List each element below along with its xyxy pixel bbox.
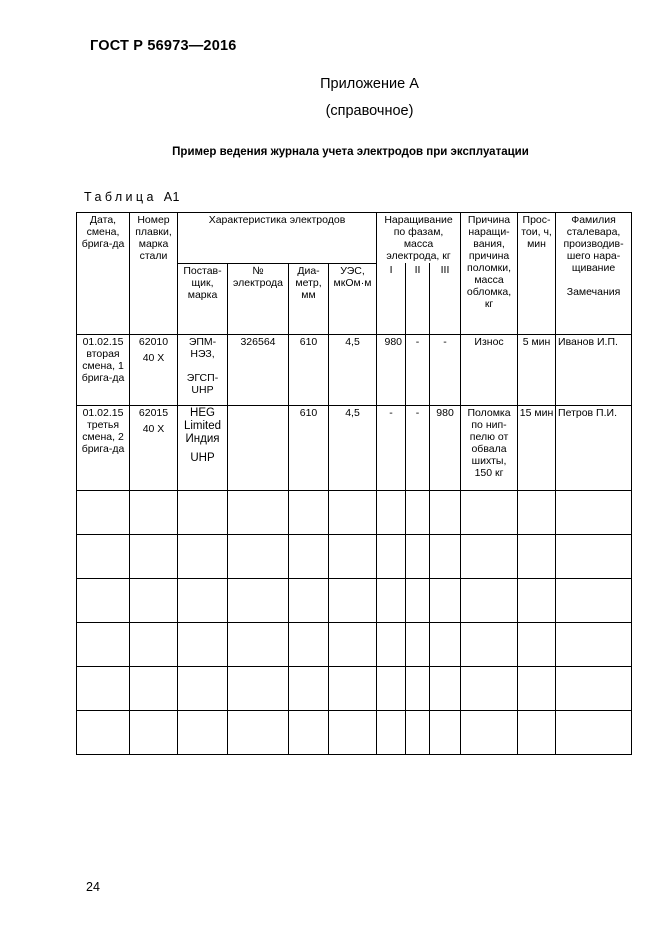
- cell-diameter: 610: [289, 405, 329, 490]
- empty-table-row: [77, 710, 632, 754]
- empty-cell: [178, 578, 228, 622]
- header-phase-1: I: [377, 263, 406, 334]
- empty-cell: [77, 578, 130, 622]
- cell-ues: 4,5: [329, 334, 377, 405]
- cell-grade: ЭГСП-UHP: [186, 371, 219, 396]
- header-ues: УЭС, мкОм·м: [329, 263, 377, 334]
- empty-cell: [518, 490, 556, 534]
- cell-date: 01.02.15 вторая смена, 1 брига-да: [77, 334, 130, 405]
- empty-table-row: [77, 534, 632, 578]
- cell-downtime: 5 мин: [518, 334, 556, 405]
- cell-steel: 40 Х: [142, 422, 165, 435]
- empty-cell: [430, 578, 461, 622]
- header-electrode-no: № электрода: [228, 263, 289, 334]
- empty-cell: [406, 622, 430, 666]
- empty-cell: [329, 534, 377, 578]
- cell-reason: Поломка по нип-пелю от обвала шихты, 150 кг: [461, 405, 518, 490]
- header-reason: Причина наращи-вания, причина поломки, масса обломка, кг: [461, 213, 518, 335]
- cell-supplier-name: HEG Limited Индия: [183, 406, 222, 445]
- empty-cell: [377, 490, 406, 534]
- header-phase-3: III: [430, 263, 461, 334]
- empty-rows: [77, 490, 632, 754]
- cell-grade: UHP: [190, 451, 215, 464]
- header-phase-2: II: [406, 263, 430, 334]
- empty-cell: [228, 490, 289, 534]
- empty-cell: [228, 578, 289, 622]
- empty-cell: [406, 490, 430, 534]
- empty-cell: [228, 622, 289, 666]
- cell-surname: Иванов И.П.: [556, 334, 632, 405]
- empty-cell: [430, 666, 461, 710]
- cell-date: 01.02.15 третья смена, 2 брига-да: [77, 405, 130, 490]
- header-diameter: Диа-метр, мм: [289, 263, 329, 334]
- empty-cell: [556, 578, 632, 622]
- cell-phase-3: 980: [430, 405, 461, 490]
- example-title: Пример ведения журнала учета электродов при эксплуатации: [172, 146, 529, 158]
- empty-cell: [518, 622, 556, 666]
- empty-cell: [518, 710, 556, 754]
- table-label-number: А1: [163, 190, 180, 204]
- empty-cell: [556, 666, 632, 710]
- empty-cell: [289, 710, 329, 754]
- cell-melt-no: 62015: [138, 406, 169, 419]
- empty-cell: [556, 490, 632, 534]
- empty-cell: [178, 622, 228, 666]
- cell-supplier: [178, 405, 228, 490]
- cell-ues: 4,5: [329, 405, 377, 490]
- empty-cell: [178, 710, 228, 754]
- empty-cell: [556, 710, 632, 754]
- empty-cell: [329, 622, 377, 666]
- empty-cell: [77, 534, 130, 578]
- empty-cell: [178, 534, 228, 578]
- empty-cell: [77, 490, 130, 534]
- cell-steel: 40 Х: [142, 351, 165, 364]
- empty-cell: [406, 710, 430, 754]
- appendix-title: Приложение А: [320, 76, 419, 92]
- table-row: [77, 334, 632, 405]
- header-supplier: Постав-щик, марка: [178, 263, 228, 334]
- empty-cell: [430, 710, 461, 754]
- empty-cell: [430, 490, 461, 534]
- empty-cell: [461, 490, 518, 534]
- empty-cell: [329, 666, 377, 710]
- empty-table-row: [77, 622, 632, 666]
- empty-cell: [377, 710, 406, 754]
- cell-melt-no: 62010: [138, 335, 169, 348]
- empty-cell: [228, 534, 289, 578]
- header-notes: Замечания: [566, 286, 621, 298]
- empty-cell: [178, 666, 228, 710]
- header-downtime: Прос-тои, ч, мин: [518, 213, 556, 335]
- cell-electrode-no: [228, 405, 289, 490]
- standard-header: ГОСТ Р 56973—2016: [90, 38, 237, 54]
- empty-cell: [461, 710, 518, 754]
- cell-downtime: 15 мин: [518, 405, 556, 490]
- empty-table-row: [77, 666, 632, 710]
- cell-phase-2: -: [406, 405, 430, 490]
- header-surname: Фамилия сталевара, производив-шего нара-щивание: [563, 214, 624, 274]
- empty-cell: [329, 710, 377, 754]
- cell-phase-2: -: [406, 334, 430, 405]
- empty-cell: [130, 534, 178, 578]
- empty-cell: [289, 534, 329, 578]
- cell-melt: [130, 334, 178, 405]
- empty-cell: [461, 666, 518, 710]
- empty-cell: [406, 534, 430, 578]
- cell-phase-1: -: [377, 405, 406, 490]
- empty-cell: [518, 578, 556, 622]
- empty-cell: [77, 710, 130, 754]
- header-melt: Номер плавки, марка стали: [130, 213, 178, 335]
- empty-cell: [289, 666, 329, 710]
- empty-cell: [461, 622, 518, 666]
- empty-cell: [377, 578, 406, 622]
- empty-cell: [406, 578, 430, 622]
- empty-cell: [329, 490, 377, 534]
- empty-cell: [77, 622, 130, 666]
- empty-cell: [406, 666, 430, 710]
- empty-cell: [289, 622, 329, 666]
- empty-cell: [430, 622, 461, 666]
- cell-phase-3: -: [430, 334, 461, 405]
- empty-cell: [130, 710, 178, 754]
- empty-cell: [130, 490, 178, 534]
- appendix-subtitle: (справочное): [325, 103, 414, 119]
- empty-cell: [518, 534, 556, 578]
- header-electrode-group: Характеристика электродов: [178, 213, 377, 264]
- empty-cell: [228, 710, 289, 754]
- cell-phase-1: 980: [377, 334, 406, 405]
- empty-cell: [329, 578, 377, 622]
- empty-cell: [377, 622, 406, 666]
- empty-cell: [77, 666, 130, 710]
- table-label: [84, 190, 180, 204]
- empty-cell: [556, 622, 632, 666]
- cell-supplier-name: ЭПМ-НЭЗ,: [188, 335, 217, 360]
- table-row: [77, 405, 632, 490]
- cell-reason: Износ: [461, 334, 518, 405]
- empty-cell: [130, 622, 178, 666]
- empty-cell: [556, 534, 632, 578]
- empty-cell: [178, 490, 228, 534]
- empty-cell: [377, 534, 406, 578]
- empty-cell: [130, 578, 178, 622]
- empty-cell: [228, 666, 289, 710]
- header-date: Дата, смена, брига-да: [77, 213, 130, 335]
- empty-table-row: [77, 490, 632, 534]
- empty-cell: [461, 578, 518, 622]
- empty-cell: [518, 666, 556, 710]
- page-number: 24: [86, 880, 100, 894]
- empty-cell: [377, 666, 406, 710]
- empty-cell: [130, 666, 178, 710]
- cell-diameter: 610: [289, 334, 329, 405]
- empty-cell: [461, 534, 518, 578]
- header-surname-notes: [556, 213, 632, 335]
- empty-table-row: [77, 578, 632, 622]
- cell-supplier: [178, 334, 228, 405]
- electrode-journal-table: [76, 212, 632, 755]
- cell-melt: [130, 405, 178, 490]
- cell-electrode-no: 326564: [228, 334, 289, 405]
- header-phases-group: Наращивание по фазам, масса электрода, кг: [377, 213, 461, 264]
- table-label-prefix: Таблица: [84, 190, 157, 204]
- empty-cell: [289, 490, 329, 534]
- cell-surname: Петров П.И.: [556, 405, 632, 490]
- empty-cell: [430, 534, 461, 578]
- empty-cell: [289, 578, 329, 622]
- header-row-top: [77, 213, 632, 264]
